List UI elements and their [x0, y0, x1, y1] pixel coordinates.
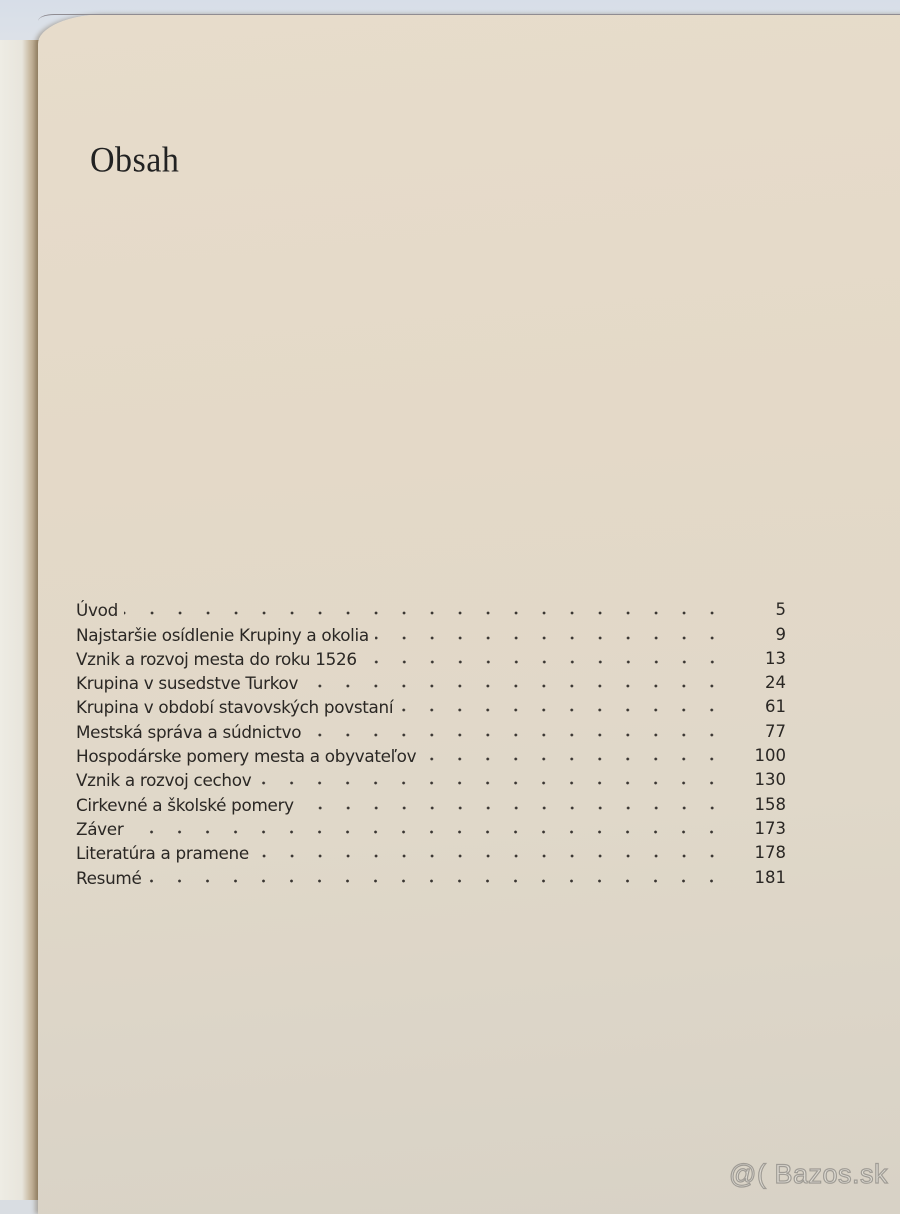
toc-entry [76, 742, 786, 766]
toc-entry-page: 158 [754, 794, 786, 814]
toc-entry [76, 596, 786, 620]
dot-leader [300, 803, 726, 813]
toc-entry-page: 61 [765, 697, 786, 717]
toc-entry-label: Literatúra a pramene [76, 843, 249, 864]
dot-leader [375, 633, 726, 643]
toc-entry-label: Resumé [76, 867, 142, 888]
toc-entry [76, 669, 786, 693]
toc-entry [76, 693, 786, 717]
dot-leader [307, 730, 726, 740]
toc-entry [76, 766, 786, 790]
toc-entry-page: 77 [765, 721, 786, 741]
toc-entry-label: Hospodárske pomery mesta a obyvateľov [76, 746, 417, 767]
toc-entry-page: 9 [775, 624, 786, 644]
toc-entry-label: Krupina v období stavovských povstaní [76, 697, 394, 718]
dot-leader [147, 876, 726, 886]
table-of-contents [76, 596, 786, 888]
toc-entry-label: Vznik a rozvoj cechov [76, 770, 252, 791]
dot-leader [304, 681, 726, 691]
dot-leader [363, 657, 726, 667]
dot-leader [257, 778, 726, 788]
toc-entry [76, 863, 786, 887]
page-title: Obsah [90, 141, 180, 180]
toc-entry-page: 13 [765, 648, 786, 668]
toc-entry-label: Krupina v susedstve Turkov [76, 673, 299, 694]
toc-entry [76, 620, 786, 644]
toc-entry-page: 178 [754, 843, 786, 863]
toc-entry-page: 100 [754, 746, 786, 766]
toc-entry-label: Úvod [76, 600, 118, 621]
left-page-edge [0, 40, 40, 1200]
dot-leader [422, 754, 726, 764]
toc-entry-label: Cirkevné a školské pomery [76, 794, 294, 815]
toc-entry-page: 24 [765, 673, 786, 693]
toc-entry-label: Najstaršie osídlenie Krupiny a okolia [76, 624, 369, 645]
toc-entry-label: Vznik a rozvoj mesta do roku 1526 [76, 648, 357, 669]
toc-entry-page: 5 [775, 600, 786, 620]
toc-entry [76, 839, 786, 863]
toc-entry [76, 645, 786, 669]
dot-leader [129, 827, 726, 837]
toc-entry-label: Mestská správa a súdnictvo [76, 721, 302, 742]
toc-entry [76, 717, 786, 741]
dot-leader [399, 705, 726, 715]
toc-entry-page: 181 [754, 867, 786, 887]
toc-entry [76, 815, 786, 839]
toc-entry-page: 173 [754, 818, 786, 838]
dot-leader [124, 608, 726, 618]
toc-entry [76, 790, 786, 814]
bazos-watermark: @( Bazos.sk [729, 1159, 888, 1189]
dot-leader [255, 851, 726, 861]
toc-entry-label: Záver [76, 818, 124, 839]
toc-entry-page: 130 [754, 770, 786, 790]
